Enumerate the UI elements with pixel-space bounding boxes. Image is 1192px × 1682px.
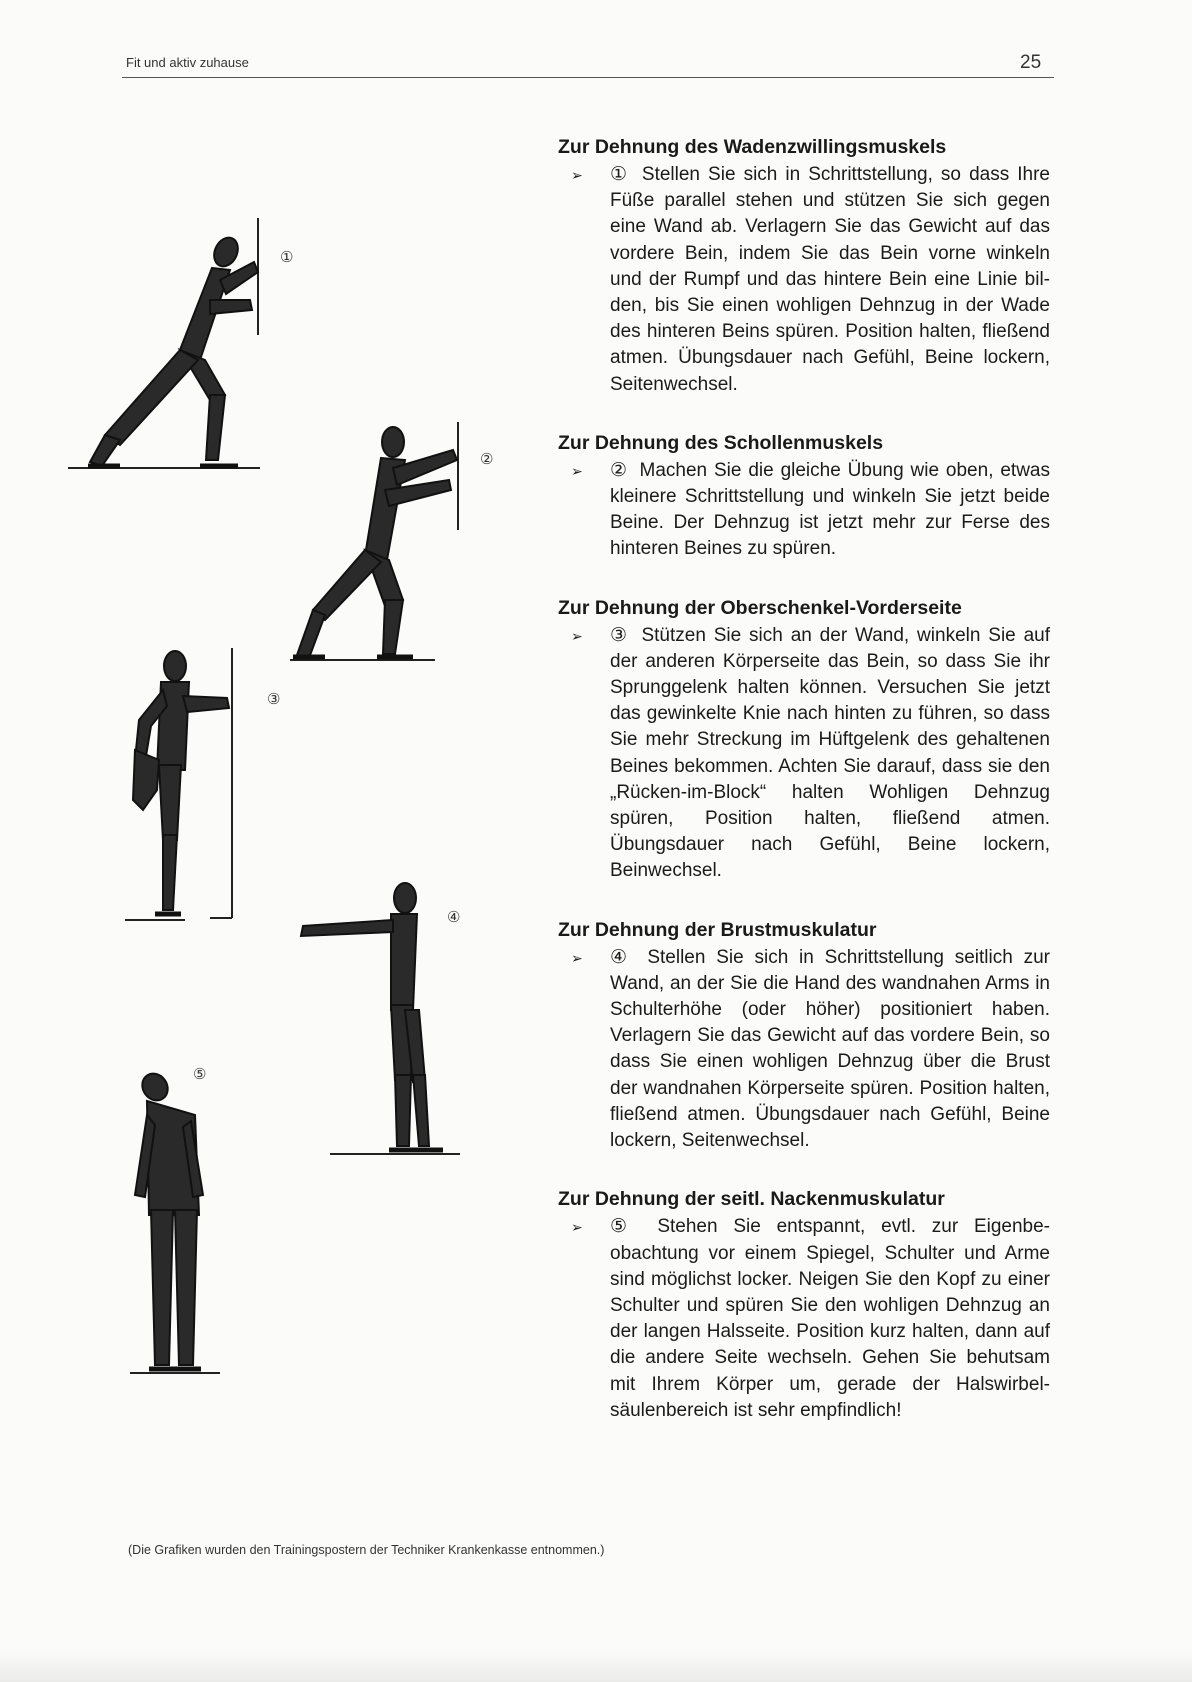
section-quadriceps-stretch — [558, 596, 1050, 885]
arrow-bullet-icon: ➢ — [571, 1219, 583, 1236]
instruction-text — [610, 162, 1050, 398]
section-heading: Zur Dehnung des Schollenmuskels — [558, 431, 884, 454]
running-header: Fit und aktiv zuhause — [126, 55, 249, 70]
instruction-body: Stützen Sie sich an der Wand, winkeln Sie auf der anderen Körperseite das Bein, so dass Sie ihr Sprunggelenk halten können. Versuchen Sie jetzt das gewinkelte Knie nach hinten zu führen, so dass Sie mehr Streckung im Hüftgelenk des gehaltenen Beines bekommen. Achten Sie darauf, dass sie den „Rücken-im-Block“ halten Wohligen Dehnzug spüren, Position halten, fließend atmen. Übungsdauer nach Gefühl, Beine lockern, Beinwechsel. — [610, 624, 1050, 882]
figure-label: ④ — [447, 909, 461, 926]
exercise-descriptions — [558, 135, 1050, 1457]
list-item — [558, 458, 1050, 563]
list-item — [558, 623, 1050, 885]
figure-label: ⑤ — [193, 1066, 207, 1083]
instruction-text — [610, 945, 1050, 1155]
scan-edge-shading — [0, 1650, 1192, 1682]
step-number: ④ — [610, 946, 633, 968]
image-credit-footnote: (Die Grafiken wurden den Trainingspostern der Techniker Krankenkasse entnommen.) — [128, 1543, 605, 1557]
instruction-text — [610, 623, 1050, 885]
section-soleus-stretch — [558, 431, 1050, 563]
section-heading: Zur Dehnung der Oberschenkel-Vorderseite — [558, 596, 962, 619]
arrow-bullet-icon: ➢ — [571, 167, 583, 183]
neck-stretch-figure — [125, 1065, 245, 1385]
instruction-body: Stellen Sie sich in Schrittstellung, so dass Ihre Füße parallel stehen und stützen Sie sich gegen eine Wand ab. Verlagern Sie das Gewicht auf das vordere Bein, indem Sie das Bein vorne winkeln und der Rumpf und das hintere Bein eine Linie bilden, bis Sie einen wohligen Dehnzug in der Wade des hinteren Beins spüren. Position halten, fließend atmen. Übungsdauer nach Gefühl, Beine lockern, Seitenwechsel. — [610, 164, 1050, 395]
step-number: ③ — [610, 624, 630, 646]
section-chest-stretch — [558, 918, 1050, 1155]
section-calf-stretch — [558, 135, 1050, 398]
arrow-bullet-icon: ➢ — [571, 627, 583, 644]
chest-stretch-figure — [295, 870, 475, 1170]
quadriceps-stretch-figure — [115, 640, 305, 930]
instruction-text — [610, 1214, 1050, 1424]
figure-label: ③ — [267, 691, 281, 708]
section-neck-stretch — [558, 1187, 1050, 1424]
instruction-body: Stellen Sie sich in Schrittstellung seitlich zur Wand, an der Sie die Hand des wandnahen Arms in Schulterhöhe (oder höher) positioniert haben. Verlagern Sie das Gewicht auf das vordere Bein, so dass Sie einen wohligen Dehnzug über die Brust der wandnahen Körperseite spüren. Position halten, fließend atmen. Übungsdauer nach Gefühl, Beine lockern, Seitenwechsel. — [610, 946, 1050, 1152]
list-item — [558, 1214, 1050, 1424]
step-number: ① — [610, 164, 630, 185]
instruction-body: Machen Sie die gleiche Übung wie oben, etwas kleinere Schrittstellung und winkeln Sie jetzt beide Beine. Der Dehnzug ist jetzt mehr zur Ferse des hinteren Beines zu spüren. — [610, 459, 1050, 560]
instruction-text — [610, 458, 1050, 563]
page-number: 25 — [1020, 52, 1042, 73]
list-item — [558, 945, 1050, 1155]
instruction-body: Stehen Sie entspannt, evtl. zur Eigenbeobachtung vor einem Spiegel, Schulter und Arme sind möglichst locker. Neigen Sie den Kopf zu einer Schulter und spüren Sie den wohligen Dehnzug an der langen Halsseite. Position kurz halten, dann auf die andere Seite wechseln. Gehen Sie behutsam mit Ihrem Körper um, gerade der Halswirbelsäulenbereich ist sehr empfindlich! — [610, 1216, 1050, 1421]
list-item — [558, 162, 1050, 398]
arrow-bullet-icon: ➢ — [571, 462, 583, 479]
step-number: ② — [610, 459, 629, 481]
figure-label: ② — [480, 451, 494, 468]
arrow-bullet-icon: ➢ — [571, 949, 583, 966]
step-number: ⑤ — [610, 1216, 638, 1238]
figure-label: ① — [280, 249, 294, 266]
section-heading: Zur Dehnung des Wadenzwillingsmuskels — [558, 136, 947, 158]
section-heading: Zur Dehnung der Brustmuskulatur — [558, 918, 877, 941]
header-divider — [122, 77, 1054, 78]
soleus-stretch-figure — [285, 410, 515, 670]
section-heading: Zur Dehnung der seitl. Nackenmuskulatur — [558, 1188, 945, 1211]
